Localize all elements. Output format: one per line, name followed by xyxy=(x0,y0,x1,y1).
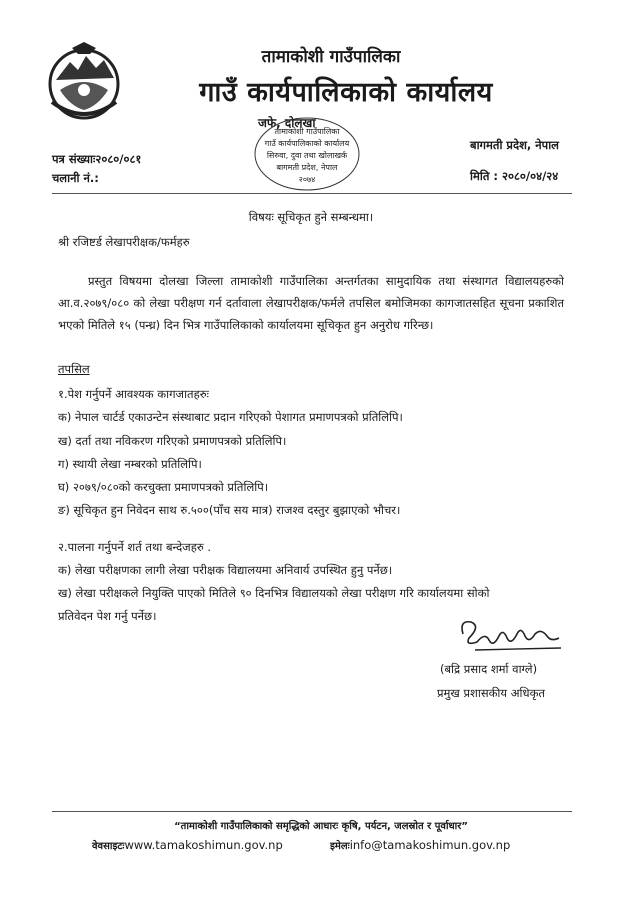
stamp-line: २०७४ xyxy=(298,175,316,184)
term-item: प्रतिवेदन पेश गर्नु पर्नेछ। xyxy=(58,609,157,623)
term-item: ख) लेखा परीक्षकले नियुक्ति पाएको मितिले ९० दिनभित्र विद्यालयको लेखा परीक्षण गरि कार्यालयमा सोको xyxy=(58,586,490,600)
signer-name: (बद्रि प्रसाद शर्मा वाग्ले) xyxy=(440,662,538,676)
stamp-line: गाउँ कार्यपालिकाको कार्यालय xyxy=(264,139,350,148)
website-label: वेवसाइटः xyxy=(92,841,125,852)
doc-item: ख) दर्ता तथा नविकरण गरिएको प्रमाणपत्रको प्रतिलिपि। xyxy=(58,434,287,448)
doc-item: ग) स्थायी लेखा नम्बरको प्रतिलिपि। xyxy=(58,457,202,471)
municipality-name: तामाकोशी गाउँपालिका xyxy=(261,47,401,67)
footer-website xyxy=(92,838,283,852)
footer-email xyxy=(330,838,510,852)
stamp-line: तामाकोशी गाउँपालिका xyxy=(274,127,340,136)
tapasil-heading: तपसिल xyxy=(58,362,90,376)
letter-body: प्रस्तुत विषयमा दोलखा जिल्ला तामाकोशी गाउँपालिका अन्तर्गतका सामुदायिक तथा संस्थागत विद्यालयहरुको आ.व.२०७९/०८० को लेखा परीक्षण गर्न दर्तावाला लेखापरीक्षक/फर्मले तपसिल बमोजिमका कागजातसहित सूचना प्रकाशित भएको मितिले १५ (पन्ध्र) दिन भित्र गाउँपालिकाको कार्यालयमा सूचिकृत हुन अनुरोध गरिन्छ। xyxy=(58,274,564,332)
email-link[interactable]: info@tamakoshimun.gov.np xyxy=(349,838,511,852)
email-label: इमेलः xyxy=(330,841,350,852)
letter-addressee: श्री रजिष्टर्ड लेखापरीक्षक/फर्महरु xyxy=(58,235,190,249)
signature xyxy=(455,612,565,660)
stamp-line: बागमती प्रदेश, नेपाल xyxy=(276,163,338,172)
reference-number: पत्र संख्याः२०८०/०८१ xyxy=(52,152,142,166)
stamp-line: सिरुवा, दुवा तथा खोलाखर्क xyxy=(266,151,348,160)
docs-heading: १.पेश गर्नुपर्ने आवश्यक कागजातहरुः xyxy=(58,387,209,401)
letter-subject: विषयः सूचिकृत हुने सम्बन्धमा। xyxy=(248,210,374,224)
terms-heading: २.पालना गर्नुपर्ने शर्त तथा बन्देजहरु . xyxy=(58,540,212,554)
office-address: जफे, दोलखा xyxy=(258,116,316,130)
header-divider xyxy=(52,193,572,194)
term-item: क) लेखा परीक्षणका लागी लेखा परीक्षक विद्यालयमा अनिवार्य उपस्थित हुनु पर्नेछ। xyxy=(58,563,393,577)
office-stamp xyxy=(252,114,362,192)
footer-divider xyxy=(52,811,572,812)
province-text: बागमती प्रदेश, नेपाल xyxy=(470,138,559,152)
signer-title: प्रमुख प्रशासकीय अधिकृत xyxy=(437,686,545,700)
dispatch-number: चलानी नं.: xyxy=(52,171,99,185)
footer-motto: “तामाकोशी गाउँपालिकाको समृद्धिको आधारः कृषि, पर्यटन, जलस्रोत र पूर्वाधार” xyxy=(174,821,468,832)
office-name: गाउँ कार्यपालिकाको कार्यालय xyxy=(199,77,493,108)
doc-item: क) नेपाल चार्टर्ड एकाउन्टेन संस्थाबाट प्रदान गरिएको पेशागत प्रमाणपत्रको प्रतिलिपि। xyxy=(58,410,403,424)
letter-date: मिति : २०८०/०४/२४ xyxy=(470,169,559,183)
doc-item: ङ) सूचिकृत हुन निवेदन साथ रु.५००(पाँच सय मात्र) राजश्व दस्तुर बुझाएको भौचर। xyxy=(58,503,401,517)
website-link[interactable]: www.tamakoshimun.gov.np xyxy=(124,838,283,852)
doc-item: घ) २०७९/०८०को करचुक्ता प्रमाणपत्रको प्रतिलिपि। xyxy=(58,480,269,494)
